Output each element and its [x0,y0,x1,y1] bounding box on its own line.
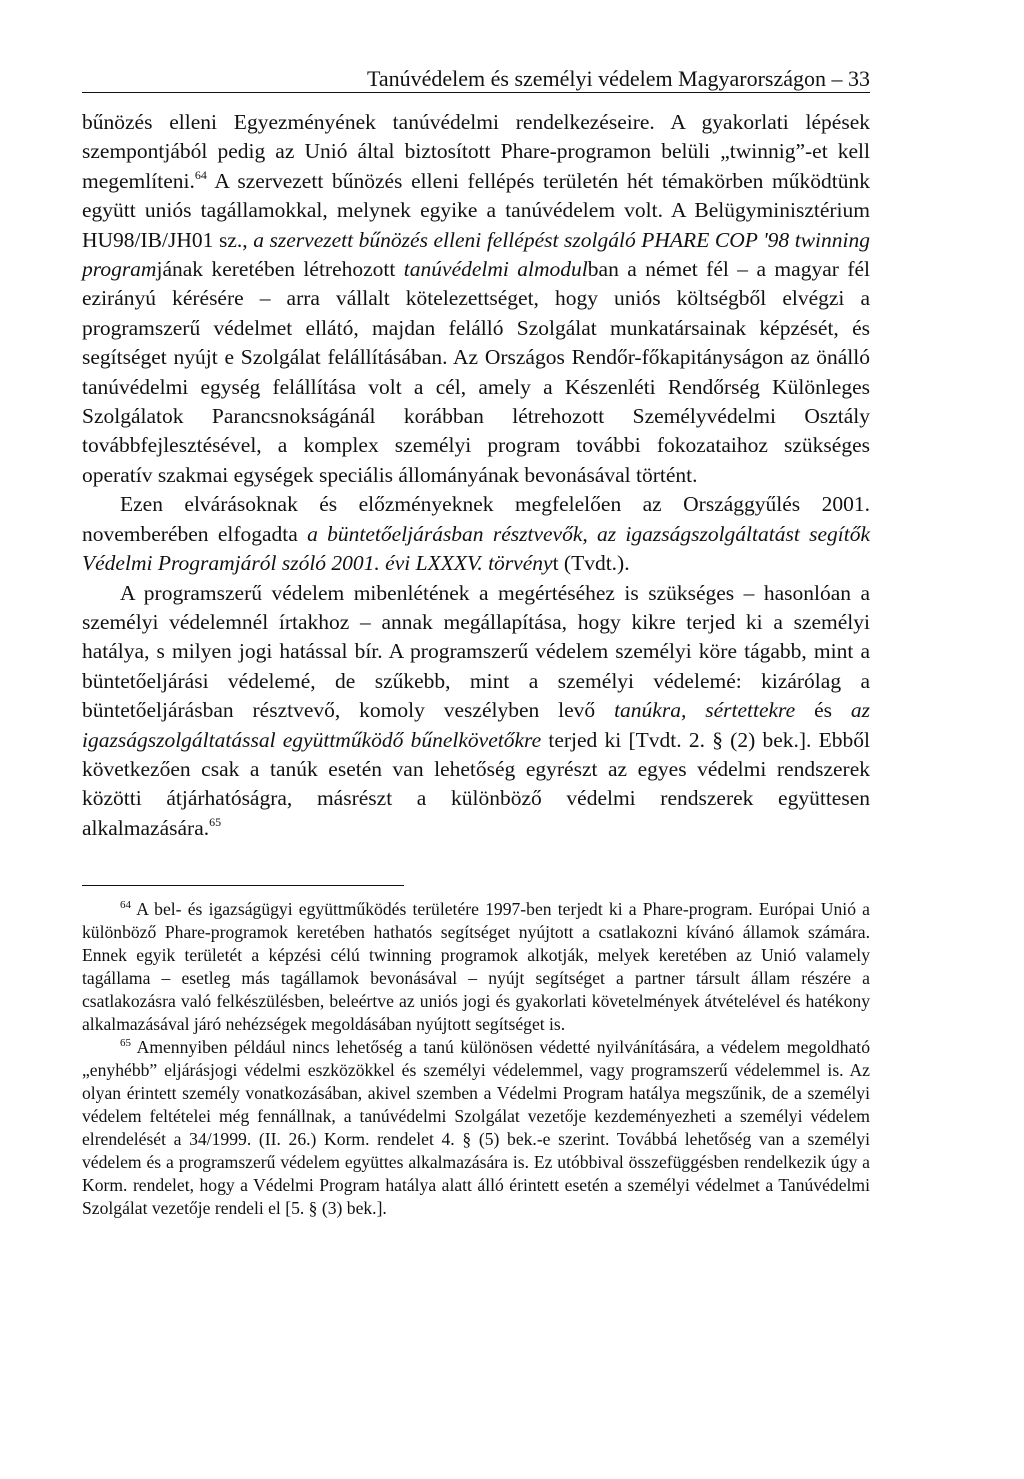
text-run: ban a német fél – a magyar fél ezirányú kérésére – arra vállalt kötelezettséget, hogy uniós költségből elvégzi a programszerű védelmet ellátó, majdan felálló Szolgálat munkatársainak képzését, és segítséget nyújt e Szolgálat felállításában. Az Országos Rendőr-főkapitányságon az önálló tanúvédelmi egység felállítása volt a cél, amely a Készenléti Rendőrség Különleges Szolgálatok Parancsnokságánál korábban létrehozott Személyvédelmi Osztály továbbfejlesztésével, a komplex személyi program további fokozataihoz szükséges operatív szakmai egységek speciális állományának bevonásával történt. [82,257,870,487]
text-run: t (Tvdt.). [552,551,630,576]
paragraph-2 [82,490,870,578]
text-run: és [795,698,851,723]
footnote-text: Amennyiben például nincs lehetőség a tanú különösen védetté nyilvánítására, a védelem megoldható „enyhébb” eljárásjogi védelmi eszközökkel és személyi védelemmel, vagy programszerű védelemmel is. Az olyan érintett személy vonatkozásában, akivel szemben a Védelmi Program hatálya megszűnik, de a személyi védelem feltételei még fennállnak, a tanúvédelmi Szolgálat vezetője kezdeményezheti a személyi védelem elrendelését a 34/1999. (II. 26.) Korm. rendelet 4. § (5) bek.-e szerint. Továbbá lehetőség van a személyi védelem és a programszerű védelem együttes alkalmazására is. Ez utóbbival összefüggésben rendelkezik úgy a Korm. rendelet, hogy a Védelmi Program hatálya alatt álló érintett esetén a személyi védelmet a Tanúvédelmi Szolgálat vezetője rendeli el [5. § (3) bek.]. [82,1037,870,1218]
footnote-number: 65 [120,1037,131,1049]
text-run: bűnözés elleni Egyezményének tanúvédelmi rendelkezéseire. A gyakorlati lépések szempontjából pedig az Unió által biztosított Phare-programon belüli „twinnig”-et kell megemlíteni. [82,110,870,193]
footnote-ref-64[interactable]: 64 [194,167,207,182]
main-text [82,108,870,843]
italic-run: az igazságszolgáltatással együttműködő bűnelkövetőkre [82,698,870,752]
footnote-ref-65[interactable]: 65 [209,814,222,829]
running-header [82,66,870,93]
footnote-text: A bel- és igazságügyi együttműködés területére 1997-ben terjedt ki a Phare-program. Európai Unió a különböző Phare-programok keretében hathatós segítséget nyújtott a csatlakozni kívánó államok számára. Ennek egyik területét a képzési célú twinning programok alkotják, melyek keretében az Unió valamely tagállama – esetleg más tagállamok bevonásával – nyújt segítséget a partner társult állam részére a csatlakozásra való felkészülésben, beleértve az uniós jogi és gyakorlati követelmények átvételével és hatékony alkalmazásával járó nehézségek megoldásában nyújtott segítséget is. [82,899,870,1034]
italic-run: a büntetőeljárásban résztvevők, az igazságszolgáltatást segítők Védelmi Programjáról szóló 2001. évi LXXXV. törvény [82,521,870,576]
footnote-number: 64 [120,899,131,911]
paragraph-3 [82,579,870,844]
italic-run: tanúkra, sértettekre [614,698,796,723]
paragraph-1 [82,108,870,490]
text-run: jának keretében létrehozott [156,257,404,282]
text-run: A szervezett bűnözés elleni fellépés területén hét témakörben működtünk együtt uniós tagállamokkal, melynek egyike a tanúvédelem volt. A Belügyminisztérium HU98/IB/JH01 sz., [82,168,870,252]
footnote-divider [82,885,404,886]
italic-run: a szervezett bűnözés elleni fellépést szolgáló PHARE COP '98 twinning program [82,227,870,282]
footnotes [82,898,870,1220]
footnote-65 [82,1036,870,1220]
footnote-64 [82,898,870,1036]
italic-run: tanúvédelmi almodul [403,257,588,282]
text-run: Ezen elvárásoknak és előzményeknek megfelelően az Országgyűlés 2001. novemberében elfogadta [82,492,870,546]
text-run: terjed ki [Tvdt. 2. § (2) bek.]. Ebből következően csak a tanúk esetén van lehetőség egyrészt az egyes védelmi rendszerek közötti átjárhatóságra, másrészt a különböző védelmi rendszerek együttesen alkalmazására. [82,727,870,840]
running-title: Tanúvédelem és személyi védelem Magyarországon – 33 [366,66,870,91]
text-run: A programszerű védelem mibenlétének a megértéséhez is szükséges – hasonlóan a személyi védelemnél írtakhoz – annak megállapítása, hogy kikre terjed ki a személyi hatálya, s milyen jogi hatással bír. A programszerű védelem személyi köre tágabb, mint a büntetőeljárási védelemé, de szűkebb, mint a személyi védelemé: kizárólag a büntetőeljárásban résztvevő, komoly veszélyben levő [82,580,870,723]
